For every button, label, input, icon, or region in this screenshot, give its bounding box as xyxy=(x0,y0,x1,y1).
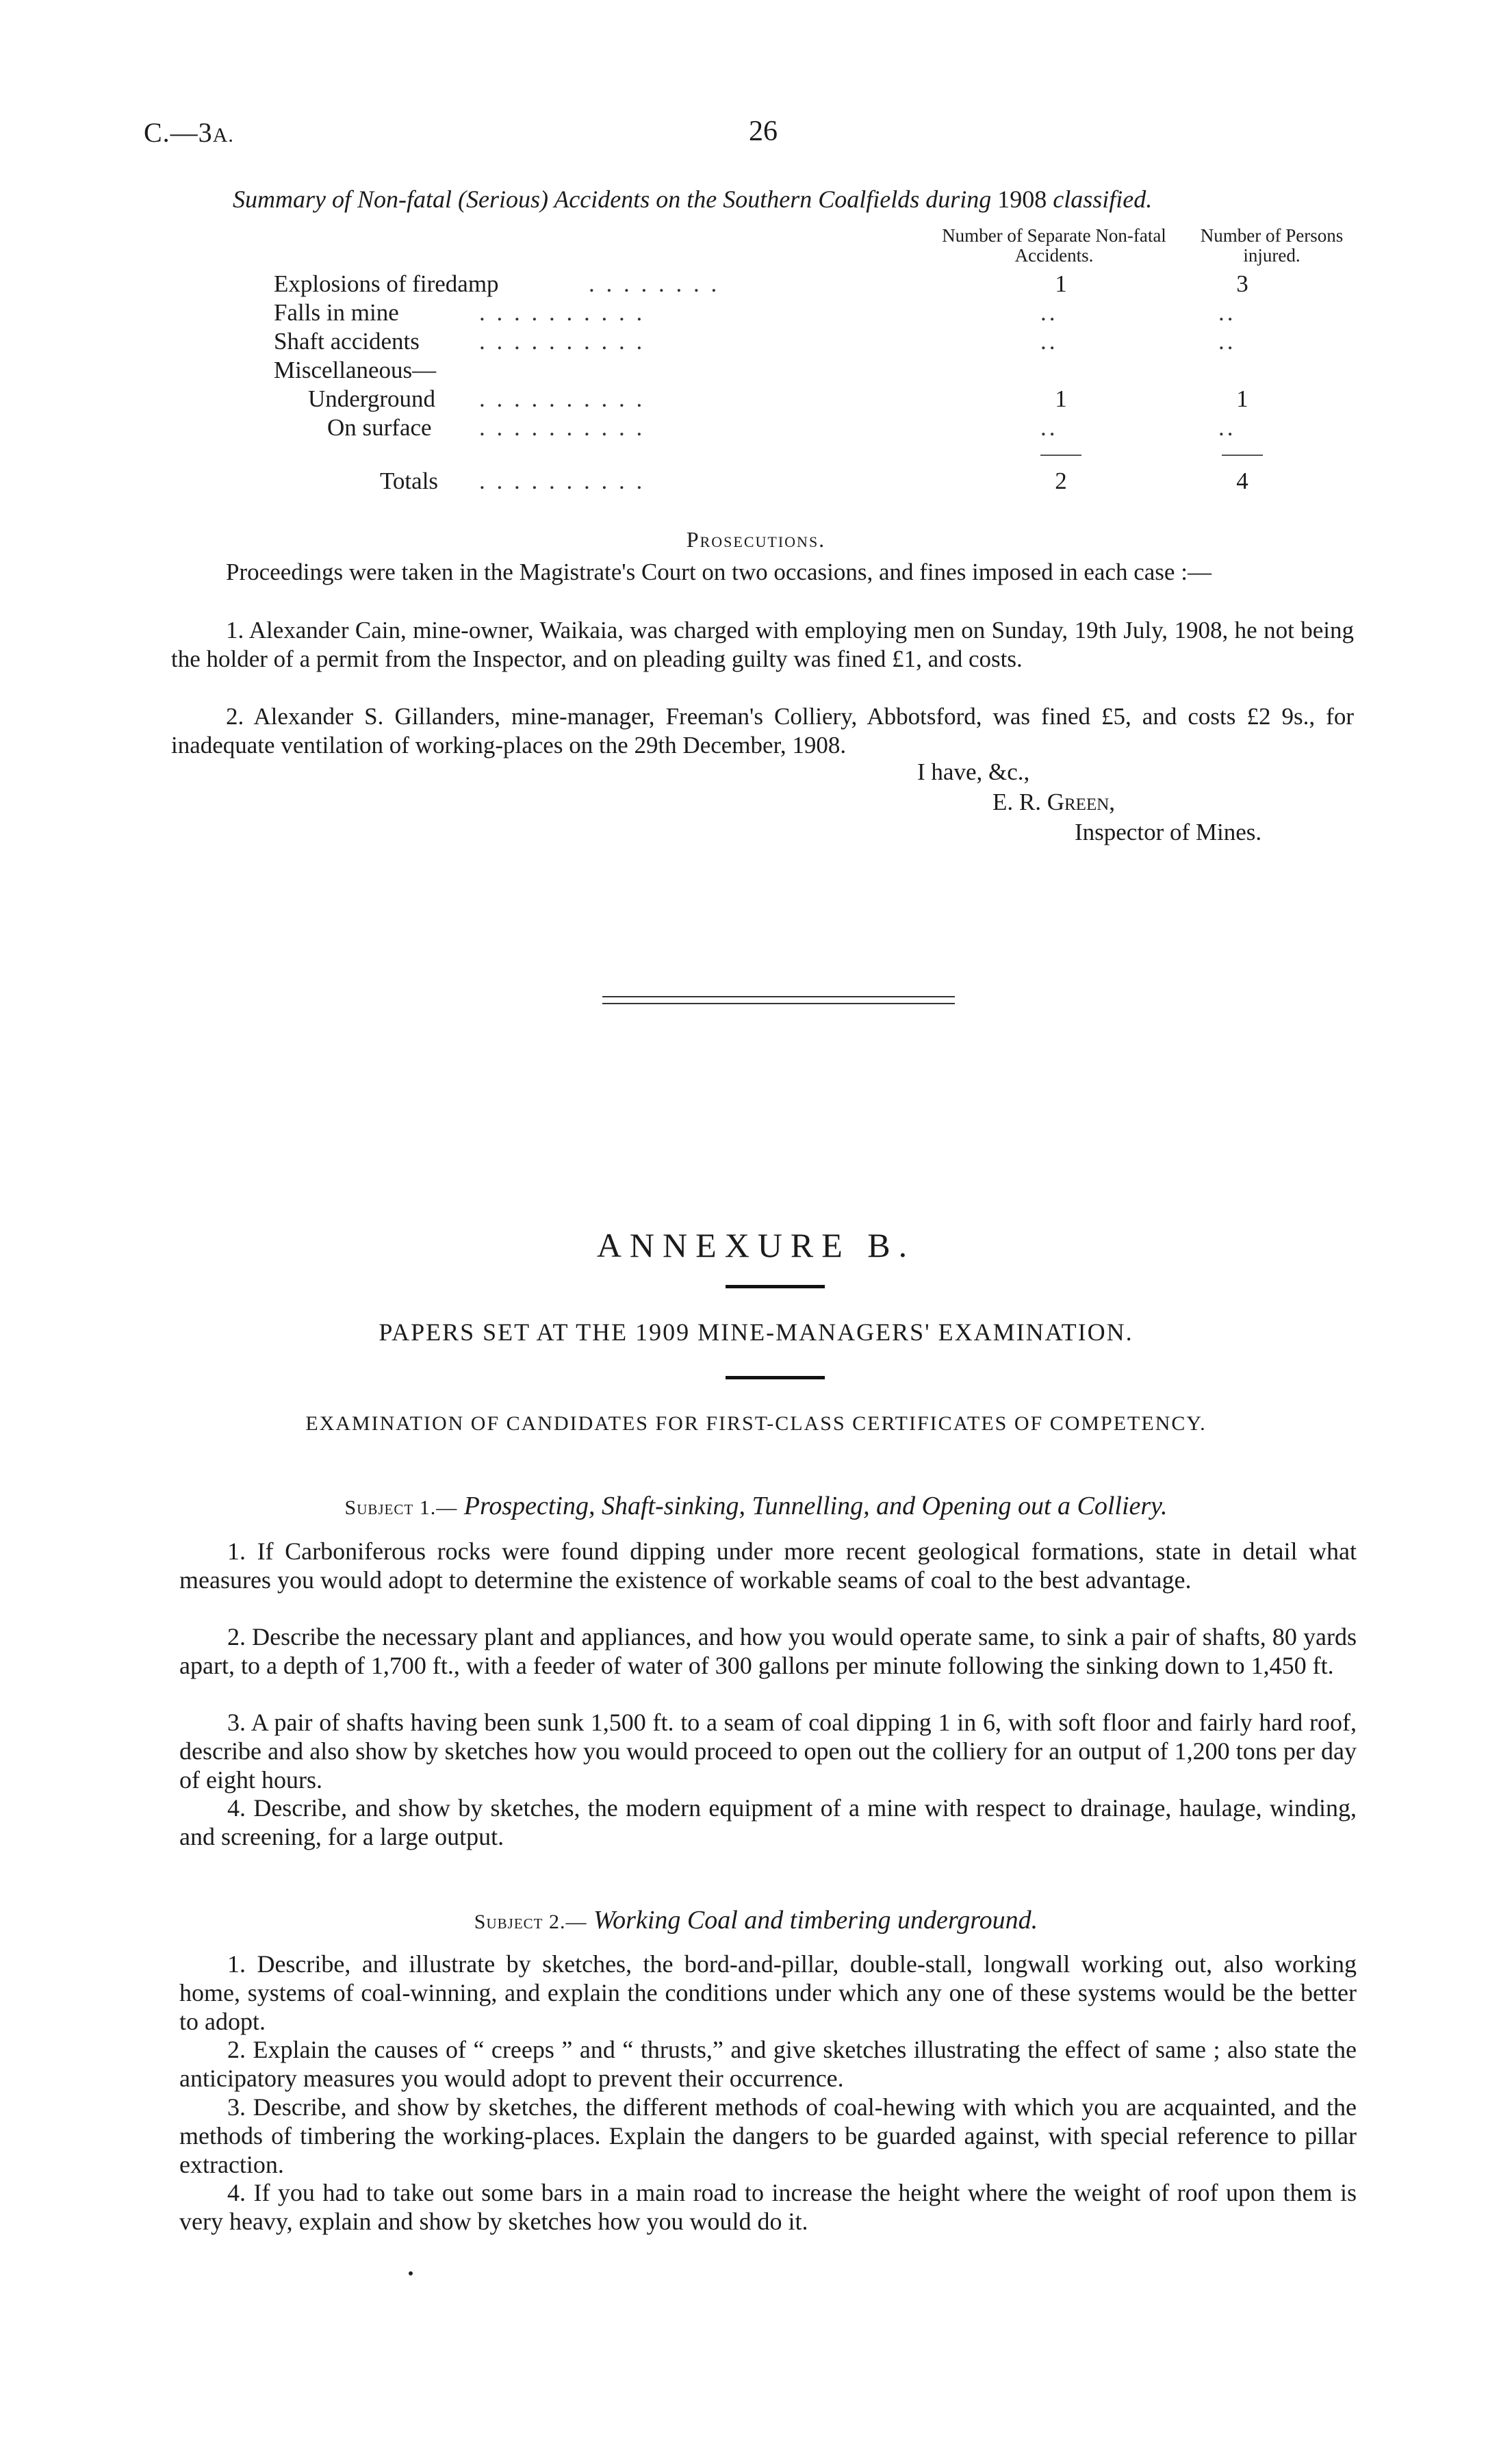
table-row xyxy=(0,357,1512,387)
row-value-injured: .. xyxy=(1218,328,1236,355)
subject-2-question-2: 2. Explain the causes of “ creeps ” and “ thrusts,” and give sketches illustrating the effect of same ; also state the anticipatory measures you would adopt to prevent their occurrence. xyxy=(179,2036,1357,2092)
column-header-separate-accidents: Number of Separate Non-fatal Accidents. xyxy=(942,225,1166,266)
row-value-injured: 3 xyxy=(1236,270,1248,297)
row-value-accidents: .. xyxy=(1040,299,1058,326)
row-value-accidents: 1 xyxy=(1055,385,1067,412)
row-label: Miscellaneous— xyxy=(274,357,437,383)
leader-dots: . . . . . . . . . . xyxy=(479,299,645,326)
summary-title-year: 1908 xyxy=(997,186,1047,213)
table-row xyxy=(0,299,1512,329)
signatory-title: Inspector of Mines. xyxy=(1075,819,1262,845)
leader-dots: . . . . . . . . . . xyxy=(479,328,645,355)
subject-2-question-3: 3. Describe, and show by sketches, the different methods of coal-hewing with which you are acquainted, and the methods of timbering the working-places. Explain the dangers to be guarded against, with special reference to pillar extraction. xyxy=(179,2093,1357,2178)
prosecutions-intro: Proceedings were taken in the Magistrate's Court on two occasions, and fines imposed in each case :— xyxy=(226,559,1212,585)
prosecutions-heading: Prosecutions. xyxy=(686,527,826,552)
document-reference xyxy=(144,116,234,149)
column-header-persons-injured: Number of Persons injured. xyxy=(1200,225,1344,266)
subject-1-heading xyxy=(0,1491,1512,1521)
subject-2-question-4: 4. If you had to take out some bars in a main road to increase the height where the weight of roof upon them is very heavy, explain and show by sketches how you would do it. xyxy=(179,2179,1357,2235)
heading-rule xyxy=(726,1285,825,1288)
subject-1-question-1: 1. If Carboniferous rocks were found dipping under more recent geological formations, state in detail what measures you would adopt to determine the existence of workable seams of coal to the best advantage. xyxy=(179,1537,1357,1594)
row-value-accidents: .. xyxy=(1040,414,1058,441)
reference-suffix: A. xyxy=(212,124,234,146)
row-value-injured: .. xyxy=(1218,414,1236,441)
page-number: 26 xyxy=(749,116,778,147)
subject-1-question-4: 4. Describe, and show by sketches, the modern equipment of a mine with respect to drainage, haulage, winding, and screening, for a large output. xyxy=(179,1794,1357,1850)
total-accidents: 2 xyxy=(1055,468,1067,494)
leader-dots: . . . . . . . . xyxy=(589,270,720,297)
row-value-injured: 1 xyxy=(1236,385,1248,412)
print-speck xyxy=(409,2271,413,2275)
row-label: On surface xyxy=(327,414,432,441)
totals-row xyxy=(0,468,1512,498)
row-value-accidents: 1 xyxy=(1055,270,1067,297)
row-value-injured: .. xyxy=(1218,299,1236,326)
examination-heading: EXAMINATION OF CANDIDATES FOR FIRST-CLASS CERTIFICATES OF COMPETENCY. xyxy=(305,1412,1207,1435)
subject-1-question-3: 3. A pair of shafts having been sunk 1,500 ft. to a seam of coal dipping 1 in 6, with soft floor and fairly hard roof, describe and also show by sketches how you would proceed to open out the colliery for an output of 1,200 tons per day of eight hours. xyxy=(179,1709,1357,1794)
total-rule xyxy=(1222,455,1263,456)
subject-2-label: Subject 2.— xyxy=(474,1911,587,1933)
papers-heading: PAPERS SET AT THE 1909 MINE-MANAGERS' EXAMINATION. xyxy=(379,1318,1133,1346)
subject-1-question-2: 2. Describe the necessary plant and appliances, and how you would operate same, to sink a pair of shafts, 80 yards apart, to a depth of 1,700 ft., with a feeder of water of 300 gallons per minute following the sinking down to 1,450 ft. xyxy=(179,1623,1357,1679)
reference-prefix: C.—3 xyxy=(144,117,213,148)
row-label: Explosions of firedamp xyxy=(274,270,499,297)
summary-title-suffix: classified. xyxy=(1053,186,1153,213)
subject-1-title: Prospecting, Shaft-sinking, Tunnelling, and Opening out a Colliery. xyxy=(463,1492,1168,1520)
table-row xyxy=(0,414,1512,444)
row-label: Underground xyxy=(308,385,435,412)
subject-2-heading xyxy=(0,1905,1512,1935)
subject-2-title: Working Coal and timbering underground. xyxy=(593,1906,1038,1935)
leader-dots: . . . . . . . . . . xyxy=(479,414,645,441)
signatory: E. R. Green, xyxy=(992,789,1116,815)
annexure-heading: ANNEXURE B. xyxy=(596,1226,916,1264)
heading-rule xyxy=(726,1376,825,1379)
row-label: Falls in mine xyxy=(274,299,399,326)
prosecution-item-2: 2. Alexander S. Gillanders, mine-manager, Freeman's Colliery, Abbotsford, was fined £5, and costs £2 9s., for inadequate ventilation of working-places on the 29th December, 1908. xyxy=(171,703,1354,758)
closing: I have, &c., xyxy=(917,758,1030,785)
subject-2-question-1: 1. Describe, and illustrate by sketches, the bord-and-pillar, double-stall, longwall working out, also working home, systems of coal-winning, and explain the conditions under which any one of these systems would be the better to adopt. xyxy=(179,1950,1357,2035)
table-row xyxy=(0,328,1512,358)
leader-dots: . . . . . . . . . . xyxy=(479,385,645,412)
prosecution-item-1: 1. Alexander Cain, mine-owner, Waikaia, was charged with employing men on Sunday, 19th July, 1908, he not being the holder of a permit from the Inspector, and on pleading guilty was fined £1, and costs. xyxy=(171,617,1354,672)
totals-label: Totals xyxy=(380,468,439,494)
subject-1-label: Subject 1.— xyxy=(344,1496,458,1519)
summary-title-text: Summary of Non-fatal (Serious) Accidents on the Southern Coalfields during xyxy=(233,186,992,213)
total-injured: 4 xyxy=(1236,468,1248,494)
row-value-accidents: .. xyxy=(1040,328,1058,355)
total-rule xyxy=(1040,455,1081,456)
table-row xyxy=(0,270,1512,301)
section-divider xyxy=(602,996,955,1004)
leader-dots: . . . . . . . . . . xyxy=(479,468,645,494)
summary-title xyxy=(233,185,1355,214)
table-row xyxy=(0,385,1512,416)
row-label: Shaft accidents xyxy=(274,328,420,355)
